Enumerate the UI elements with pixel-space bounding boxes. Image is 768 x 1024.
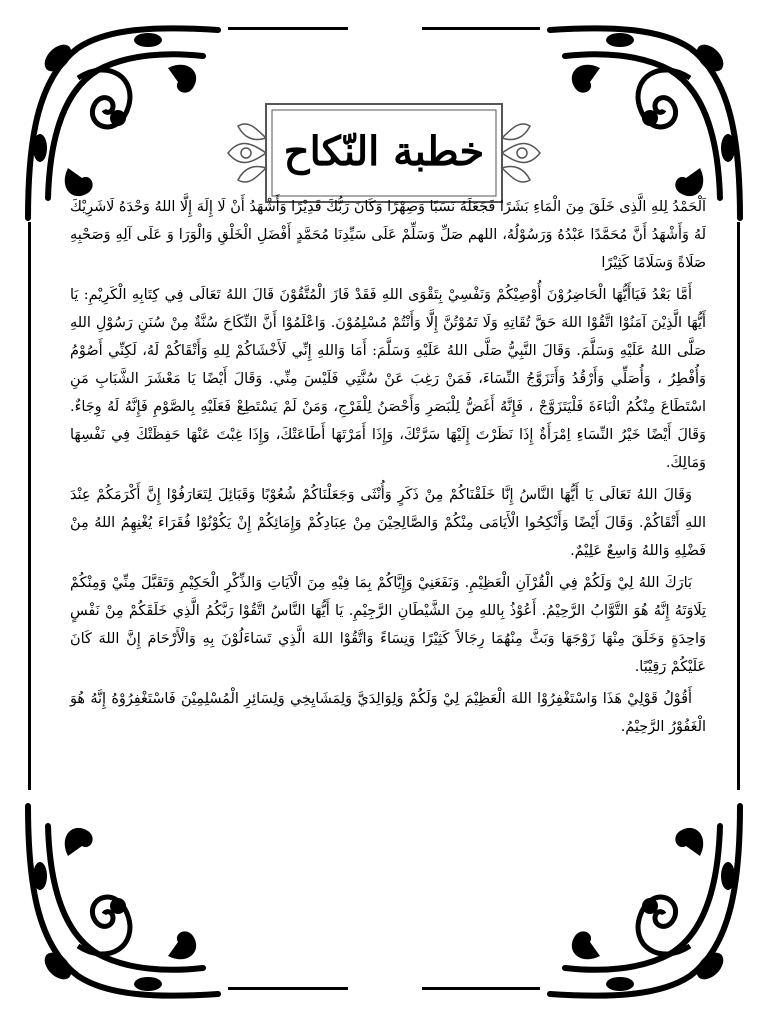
sermon-text <box>70 193 706 933</box>
top-border-line-right <box>422 27 540 30</box>
bottom-border-line-left <box>228 987 348 990</box>
left-border-line <box>28 222 31 790</box>
paragraph-quran-verses: وَقَالَ اللهُ تَعَالَى يَا أَيُّهَا النَّاسُ إِنَّا خَلَقْنَاكُمْ مِنْ ذَكَرٍ وَأُنْثَى وَجَعَلْنَاكُمْ شُعُوْبًا وَقَبَائِلَ لِتَعَارَفُوْا إِنَّ أَكْرَمَكُمْ عِنْدَ اللهِ أَتْقَاكُمْ. وَقَالَ أَيْضًا وَأَنْكِحُوا الْأَيَامَى مِنْكُمْ وَالصَّالِحِيْنَ مِنْ عِبَادِكُمْ وَإِمَائِكُمْ إِنْ يَكُوْنُوْا فُقَرَاءَ يُغْنِهِمُ اللهُ مِنْ فَضْلِهِ وَاللهُ وَاسِعٌ عَلِيْمٌ. <box>70 487 706 559</box>
paragraph-advice-marriage-sunnah: أَمَّا بَعْدُ فَيَاأَيُّهَا الْحَاضِرُوْنَ أُوْصِيْكُمْ وَنَفْسِيْ بِتَقْوَى اللهِ فَقَدْ فَازَ الْمُتَّقُوْنَ قَالَ اللهُ تَعَالَى فِي كِتَابِهِ الْكَرِيْمِ: يَا أَيُّهَا الَّذِيْنَ آمَنُوْا اتَّقُوْا اللهَ حَقَّ تُقَاتِهِ وَلَا تَمُوْتُنَّ إِلَّا وَأَنْتُمْ مُسْلِمُوْنَ. وَاعْلَمُوْا أَنَّ النِّكَاحَ سُنَّةٌ مِنْ سُنَنِ رَسُوْلِ اللهِ صَلَّى اللهُ عَلَيْهِ وَسَلَّمَ. وَقَالَ النَّبِيُّ صَلَّى اللهُ عَلَيْهِ وَسَلَّمَ: أَمَا وَاللهِ إِنِّي لَأَخْشَاكُمْ لِلهِ وَأَتْقَاكُمْ لَهُ، لَكِنِّي أَصُوْمُ وَأُفْطِرُ ، وَأُصَلِّي وَأَرْقُدُ وَأَتَزَوَّجُ النِّسَاءَ، فَمَنْ رَغِبَ عَنْ سُنَّتِي فَلَيْسَ مِنِّي. وَقَالَ أَيْضًا يَا مَعْشَرَ الشَّبَابِ مَنِ اسْتَطَاعَ مِنْكُمُ الْبَاءَةَ فَلْيَتَزَوَّجْ ، فَإِنَّهُ أَغَضُّ لِلْبَصَرِ وَأَحْصَنُ لِلْفَرْجِ، وَمَنْ لَمْ يَسْتَطِعْ فَعَلَيْهِ بِالصَّوْمِ فَإِنَّهُ لَهُ وِجَاءٌ. وَقَالَ أَيْضًا خَيْرُ النِّسَاءِ اِمْرَأَةٌ إِذَا نَظَرْتَ إِلَيْهَا سَرَّتْكَ، وَإِذَا أَمَرْتَهَا أَطَاعَتْكَ، وَإِذَا غِبْتَ عَنْهَا حَفِظَتْكَ فِي نَفْسِهَا وَمَالِكَ. <box>70 287 706 471</box>
page-title: خطبة النّكاح <box>283 128 485 175</box>
paragraph-opening-praise: اَلْحَمْدُ لِلهِ الَّذِى خَلَقَ مِنَ الْمَاءِ بَشَرًا فَجَعَلَهُ نَسَبًا وَصِهْرًا وَكَانَ رَبُّكَ قَدِيْرًا وَأَشْهَدُ أَنْ لَا إِلَهَ إِلَّا اللهُ وَحْدَهُ لَاشَرِيْكَ لَهُ وَأَشْهَدُ أَنَّ مُحَمَّدًا عَبْدُهُ وَرَسُوْلُهُ، اللهم صَلِّ وَسَلِّمْ عَلَى سَيِّدِنَا مُحَمَّدٍ أَفْضَلِ الْخَلْقِ وَالْوَرَا وَ عَلَى آلِهِ وَصَحْبِهِ صَلَاةً وَسَلَامًا كَثِيْرًا <box>70 199 706 271</box>
top-border-line-left <box>228 27 348 30</box>
right-border-line <box>737 222 740 790</box>
paragraph-blessing: بَارَكَ اللهُ لِيْ وَلَكُمْ فِي الْقُرْآنِ الْعَظِيْمِ. وَنَفَعَنِيْ وَإِيَّاكُمْ بِمَا فِيْهِ مِنَ الْآيَاتِ وَالذِّكْرِ الْحَكِيْمِ وَتَقَبَّلَ مِنِّيْ وَمِنْكُمْ تِلَاوَتَهُ إِنَّهُ هُوَ التَّوَّابُ الرَّحِيْمُ. أَعُوْذُ بِاللهِ مِنَ الشَّيْطَانِ الرَّجِيْمِ. يَا أَيُّهَا النَّاسُ اتَّقُوْا رَبَّكُمُ الَّذِي خَلَقَكُمْ مِنْ نَفْسٍ وَاحِدَةٍ وَخَلَقَ مِنْهَا زَوْجَهَا وَبَثَّ مِنْهُمَا رِجَالاً كَثِيْرًا وَنِسَاءً وَاتَّقُوْا اللهَ الَّذِي تَسَاءَلُوْنَ بِهِ وَالْأَرْحَامَ إِنَّ اللهَ كَانَ عَلَيْكُمْ رَقِيْبًا. <box>70 575 706 675</box>
paragraph-closing: أَقُوْلُ قَوْلِيْ هَذَا وَاسْتَغْفِرُوْا اللهَ الْعَظِيْمَ لِيْ وَلَكُمْ وَلِوَالِدَيَّ وَلِمَشَايِخِي وَلِسَائِرِ الْمُسْلِمِيْنَ فَاسْتَغْفِرُوْهُ إِنَّهُ هُوَ الْغَفُوْرُ الرَّحِيْمُ. <box>70 691 706 735</box>
bottom-border-line-right <box>422 987 540 990</box>
